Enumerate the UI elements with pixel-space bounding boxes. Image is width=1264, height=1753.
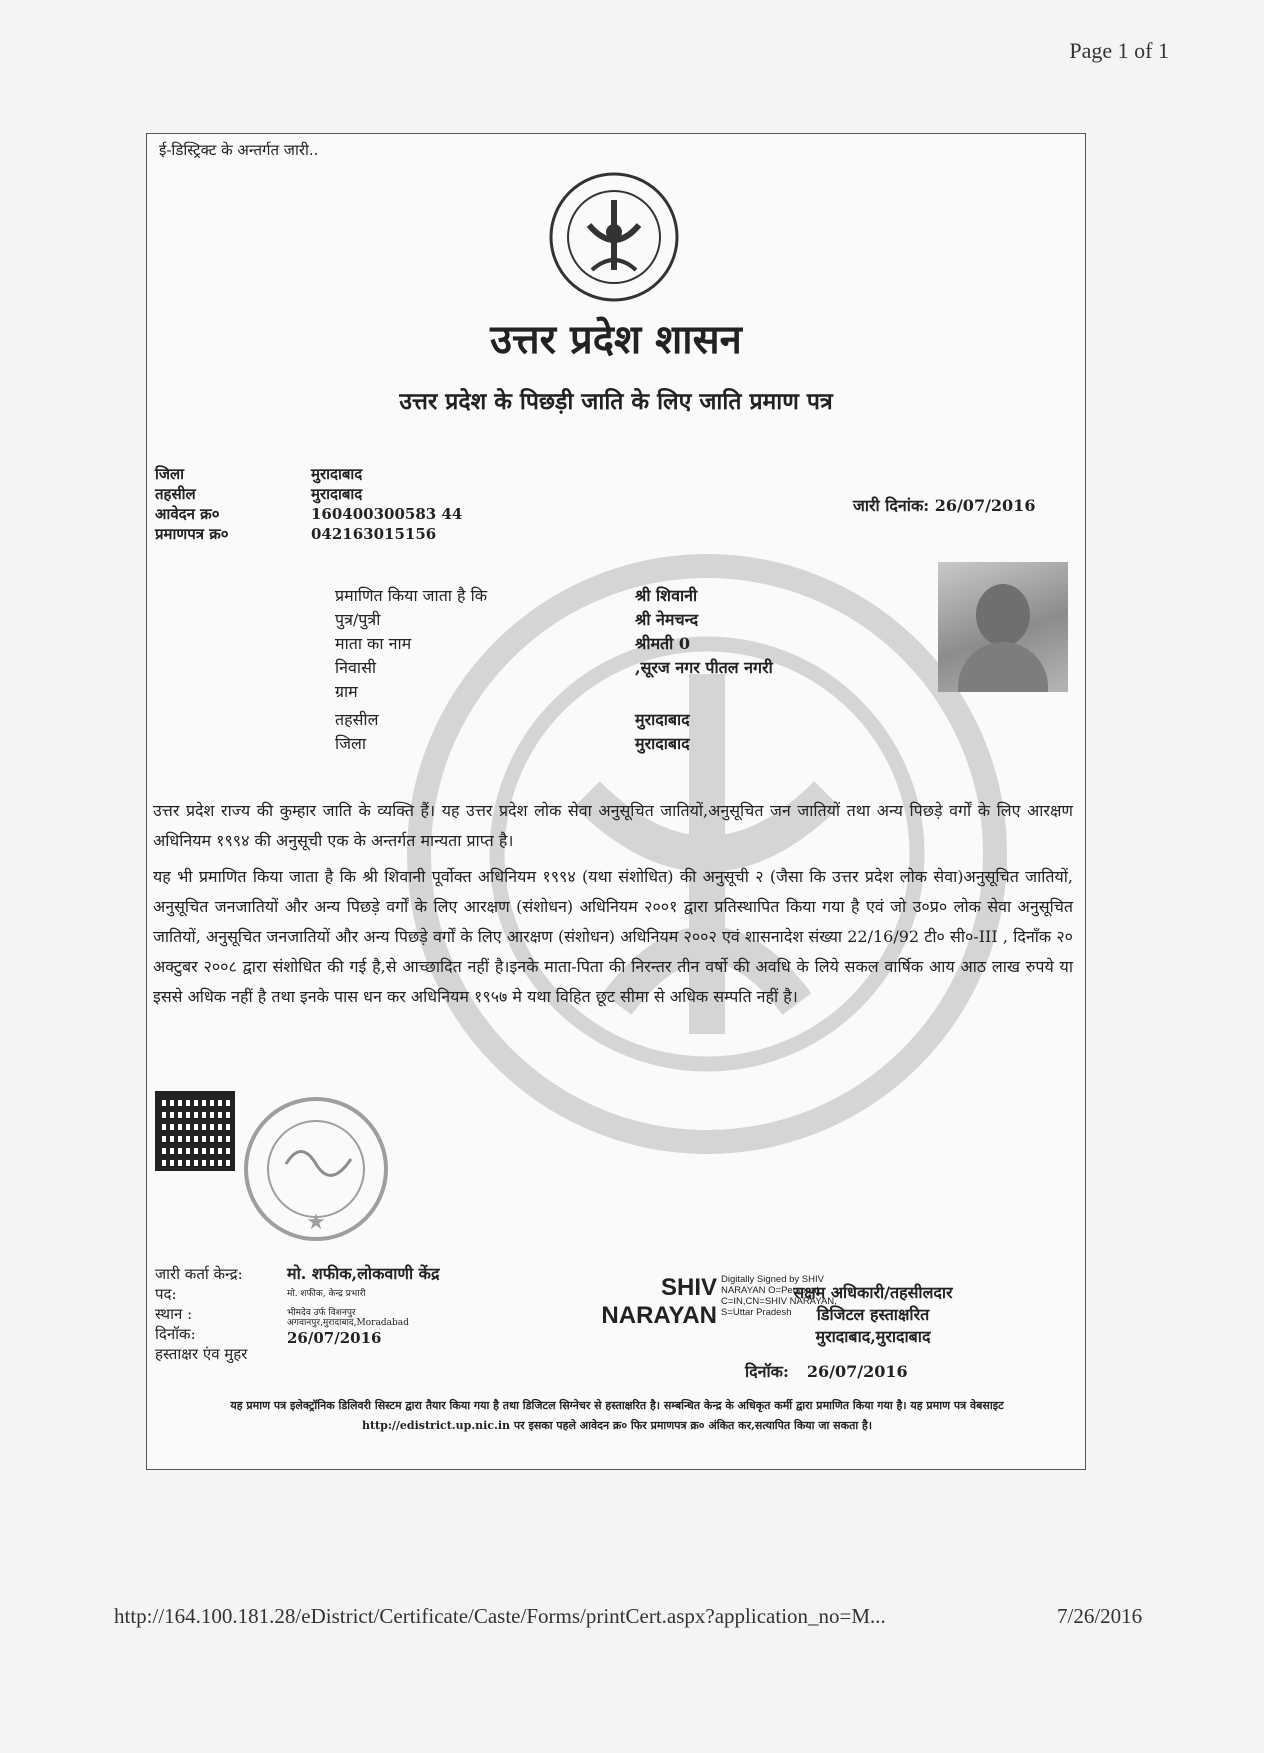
meta-label: प्रमाणपत्र क्र० <box>155 525 229 543</box>
meta-value: मुरादाबाद <box>311 485 363 503</box>
applicant-photo <box>938 562 1068 692</box>
detail-row <box>147 584 947 608</box>
authority-title: सक्षम अधिकारी/तहसीलदार <box>793 1283 953 1302</box>
detail-label: प्रमाणित किया जाता है कि <box>335 586 488 605</box>
issuer-center-label: जारी कर्ता केन्द्र: <box>155 1265 243 1283</box>
detail-value: श्री नेमचन्द <box>635 610 699 629</box>
issuer-date-label: दिनॉक: <box>155 1325 196 1343</box>
certificate-title: उत्तर प्रदेश के पिछड़ी जाति के लिए जाति प्रमाण पत्र <box>399 388 833 415</box>
issue-date: जारी दिनांक: 26/07/2016 <box>853 496 1036 515</box>
detail-label: तहसील <box>335 710 379 729</box>
detail-row <box>147 732 947 756</box>
detail-label: माता का नाम <box>335 634 412 653</box>
meta-label: आवेदन क्र० <box>155 505 220 523</box>
meta-row-application-no <box>155 504 462 524</box>
photo-head-shape <box>976 584 1030 646</box>
detail-label: पुत्र/पुत्री <box>335 610 381 629</box>
government-title: उत्तर प्रदेश शासन <box>490 316 742 363</box>
issuer-sign-label: हस्ताक्षर एंव मुहर <box>155 1345 248 1363</box>
meta-row-district <box>155 464 462 484</box>
signature-details: Digitally Signed by SHIV NARAYAN O=Personal, C=IN,CN=SHIV NARAYAN, S=Uttar Pradesh <box>721 1274 837 1318</box>
official-seal-stamp <box>241 1094 391 1244</box>
up-government-emblem-icon <box>547 170 681 304</box>
print-date: 7/26/2016 <box>1057 1604 1143 1628</box>
issuer-place-value-line2: अगवानपुर,मुरादाबाद,Moradabad <box>287 1318 409 1328</box>
detail-row <box>147 680 947 704</box>
issuer-post-label: पद: <box>155 1285 177 1303</box>
issuer-place-value-line1: भीमदेव उर्फ विशनपुर <box>287 1308 356 1318</box>
authority-location: मुरादाबाद,मुरादाबाद <box>815 1327 931 1346</box>
certificate-meta <box>155 464 462 544</box>
issuer-center-value: मो. शफीक,लोकवाणी केंद्र <box>287 1264 440 1283</box>
detail-value: श्री शिवानी <box>635 586 698 605</box>
meta-label: तहसील <box>155 485 196 503</box>
meta-value: मुरादाबाद <box>311 465 363 483</box>
meta-label: जिला <box>155 465 185 483</box>
meta-value: 160400300583 44 <box>311 505 463 523</box>
meta-row-certificate-no <box>155 524 462 544</box>
detail-row <box>147 656 947 680</box>
authority-date <box>745 1360 908 1382</box>
caste-statement-paragraph: उत्तर प्रदेश राज्य की कुम्हार जाति के व्यक्ति हैं। यह उत्तर प्रदेश लोक सेवा अनुसूचित जातियों,अनुसूचित जन जातियों तथा अन्य पिछड़े वर्गों के लिए आरक्षण अधिनियम १९९४ की अनुसूची एक के अन्तर्गत मान्यता प्राप्त है। <box>153 801 1073 850</box>
creamy-layer-statement-paragraph: यह भी प्रमाणित किया जाता है कि श्री शिवानी पूर्वोक्त अधिनियम १९९४ (यथा संशोधित) की अनुसूची २ (जैसा कि उत्तर प्रदेश लोक सेवा)अनुसूचित जातियों, अनुसूचित जनजातियों और अन्य पिछड़े वर्गों के लिए आरक्षण (संशोधन) अधिनियम २००१ द्वारा प्रतिस्थापित किया गया है एवं जो उ०प्र० लोक सेवा अनुसूचित जातियों, अनुसूचित जनजातियों और अन्य पिछड़े वर्गों के लिए आरक्षण (संशोधन) अधिनियम २००२ एवं शासनादेश संख्या 22/16/92 टी० सी०-III , दिनाँक २० अक्टुबर २००८ द्वारा संशोधित की गई है,से आच्छादित नहीं है।इनके माता-पिता की निरन्तर तीन वर्षो की अवधि के लिये सकल वार्षिक आय आठ लाख रुपये या इससे अधिक नहीं है तथा इनके पास धन कर अधिनियम १९५७ मे यथा विहित छूट सीमा से अधिक सम्पति नहीं है। <box>153 867 1073 1006</box>
svg-text:★: ★ <box>306 1210 326 1235</box>
authority-date-label: दिनॉक: <box>745 1362 789 1381</box>
signer-name-line1: SHIV <box>660 1274 717 1301</box>
issuer-date-value: 26/07/2016 <box>287 1329 382 1347</box>
detail-label: निवासी <box>335 658 377 677</box>
detail-label: जिला <box>335 734 367 753</box>
verification-footer-note: यह प्रमाण पत्र इलेक्ट्रॉनिक डिलिवरी सिस्टम द्वारा तैयार किया गया है तथा डिजिटल सिग्नेचर से हस्ताक्षरित है। सम्बन्धित केन्द्र के अधिकृत कर्मी द्वारा प्रमाणित किया गया है। यह प्रमाण पत्र वेबसाइट http://edistrict.up.nic.in पर इसका पहले आवेदन क्र० फिर प्रमाणपत्र क्र० अंकित कर,सत्यापित किया जा सकता है। <box>230 1399 1004 1432</box>
detail-row <box>147 632 947 656</box>
authority-digitally-signed: डिजिटल हस्ताक्षरित <box>816 1305 930 1324</box>
issuer-values <box>287 1264 439 1348</box>
detail-value: ,सूरज नगर पीतल नगरी <box>635 658 773 677</box>
detail-value: मुरादाबाद <box>635 710 690 729</box>
detail-value: मुरादाबाद <box>635 734 690 753</box>
issuer-labels <box>155 1264 247 1364</box>
photo-body-shape <box>958 642 1048 692</box>
issued-under-text: ई-डिस्ट्रिक्ट के अन्तर्गत जारी.. <box>159 141 319 159</box>
qr-code <box>155 1091 235 1171</box>
detail-value: श्रीमती 0 <box>635 634 691 653</box>
competent-authority <box>753 1282 993 1348</box>
certificate <box>146 133 1086 1470</box>
authority-date-value: 26/07/2016 <box>806 1362 908 1381</box>
signer-name-line2: NARAYAN <box>601 1302 717 1329</box>
print-url: http://164.100.181.28/eDistrict/Certificate/Caste/Forms/printCert.aspx?application_no=M... <box>114 1604 886 1628</box>
issuer-place-label: स्थान : <box>155 1305 193 1323</box>
page-number-header: Page 1 of 1 <box>1069 38 1169 63</box>
meta-row-tehsil <box>155 484 462 504</box>
meta-value: 042163015156 <box>311 525 437 543</box>
detail-label: ग्राम <box>335 682 358 701</box>
detail-row <box>147 708 947 732</box>
detail-row <box>147 608 947 632</box>
issuer-post-value: मो. शफीक, केन्द्र प्रभारी <box>287 1289 366 1299</box>
